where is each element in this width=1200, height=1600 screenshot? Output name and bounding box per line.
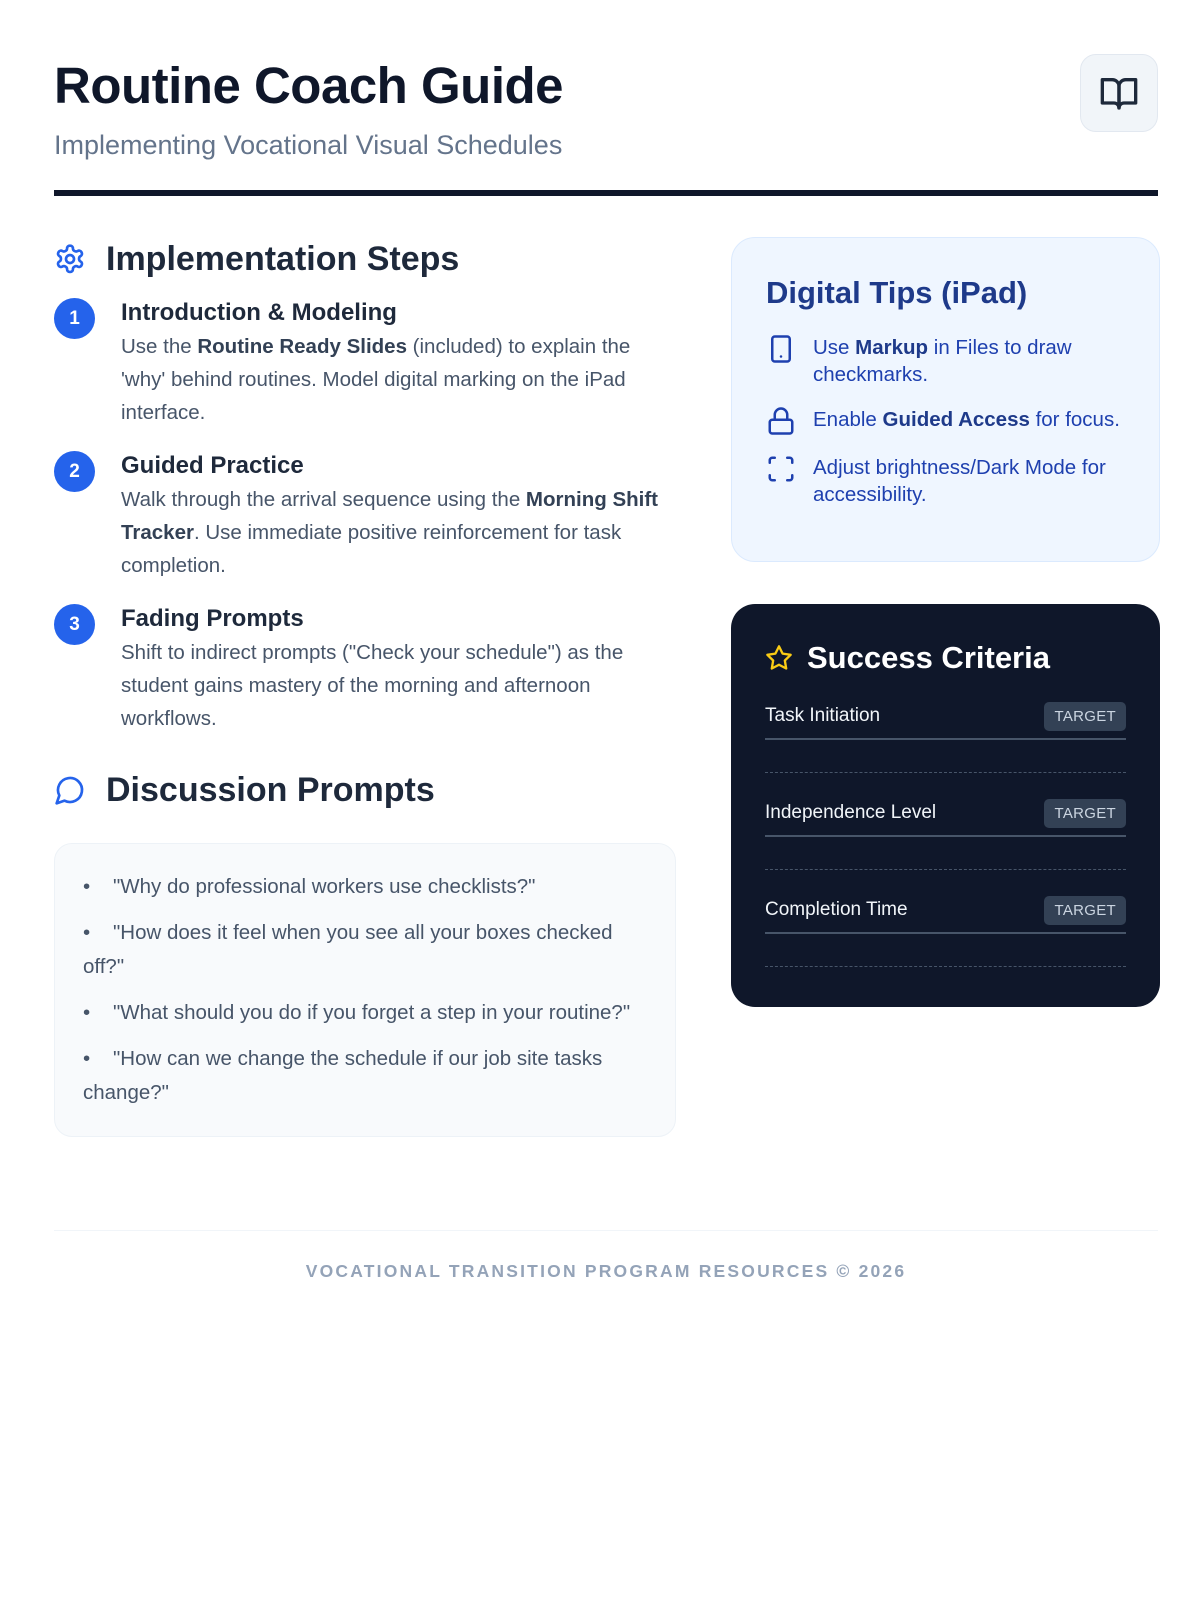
step-number-badge: 3 (54, 604, 95, 645)
criteria-title: Success Criteria (807, 640, 1050, 675)
step-number-badge: 1 (54, 298, 95, 339)
list-item: • "How can we change the schedule if our job site tasks change?" (83, 1042, 647, 1110)
step-description: Walk through the arrival sequence using the Morning Shift Tracker. Use immediate positive reinforcement for task completion. (121, 488, 659, 577)
steps-list (54, 298, 676, 735)
step-item (54, 451, 676, 582)
tablet-icon (766, 334, 796, 364)
tip-item (766, 454, 1125, 508)
criteria-label: Task Initiation (765, 705, 881, 726)
success-criteria-card (731, 604, 1160, 1007)
step-description: Use the Routine Ready Slides (included) to explain the 'why' behind routines. Model digital marking on the iPad interface. (121, 335, 631, 424)
left-column (54, 232, 676, 1137)
discussion-section (54, 763, 676, 1137)
tip-text: Use Markup in Files to draw checkmarks. (813, 336, 1072, 386)
star-icon (765, 644, 793, 672)
discussion-heading (54, 763, 676, 817)
lock-icon (766, 406, 796, 436)
criteria-row (765, 698, 1126, 773)
page-title: Routine Coach Guide (54, 57, 564, 114)
book-open-icon (1099, 73, 1139, 113)
step-highlight: Morning Shift Tracker (121, 488, 659, 544)
gear-icon (54, 243, 86, 275)
dashed-divider (765, 966, 1126, 967)
target-badge: TARGET (1044, 896, 1126, 925)
list-item: • "Why do professional workers use checklists?" (83, 870, 647, 904)
list-item: • "How does it feel when you see all your boxes checked off?" (83, 916, 647, 984)
criteria-heading (765, 640, 1126, 676)
digital-tips-card (731, 237, 1160, 562)
bullet: • (83, 921, 91, 944)
prompt-list (83, 870, 647, 1110)
step-title: Fading Prompts (121, 605, 304, 632)
digital-tips-title: Digital Tips (iPad) (766, 275, 1028, 310)
page-footer (54, 1230, 1158, 1282)
step-item (54, 604, 676, 735)
list-item: • "What should you do if you forget a step in your routine?" (83, 996, 647, 1030)
tip-item (766, 334, 1125, 388)
criteria-label: Independence Level (765, 802, 937, 823)
criteria-label: Completion Time (765, 899, 908, 920)
step-description: Shift to indirect prompts ("Check your schedule") as the student gains mastery of the morning and afternoon workflows. (121, 641, 624, 730)
tip-item (766, 406, 1125, 436)
dashed-divider (765, 869, 1126, 870)
step-highlight: Routine Ready Slides (197, 335, 407, 358)
bullet: • (83, 1047, 91, 1070)
implementation-title: Implementation Steps (106, 239, 460, 278)
bullet: • (83, 875, 91, 898)
step-number-badge: 2 (54, 451, 95, 492)
criteria-row (765, 892, 1126, 967)
prompt-box (54, 843, 676, 1137)
footer-text: VOCATIONAL TRANSITION PROGRAM RESOURCES © 2026 (305, 1261, 907, 1281)
dashed-divider (765, 772, 1126, 773)
target-badge: TARGET (1044, 702, 1126, 731)
criteria-row (765, 795, 1126, 870)
chat-bubble-icon (54, 774, 86, 806)
implementation-heading (54, 232, 676, 286)
discussion-title: Discussion Prompts (106, 770, 435, 809)
target-badge: TARGET (1044, 799, 1126, 828)
step-title: Introduction & Modeling (121, 299, 397, 326)
tip-text: Adjust brightness/Dark Mode for accessibility. (813, 456, 1106, 506)
page-header (54, 54, 1158, 196)
step-title: Guided Practice (121, 452, 304, 479)
step-item (54, 298, 676, 429)
book-button[interactable] (1080, 54, 1158, 132)
page-subtitle: Implementing Vocational Visual Schedules (54, 130, 563, 160)
bullet: • (83, 1001, 91, 1024)
tip-text: Enable Guided Access for focus. (813, 408, 1120, 431)
scan-frame-icon (766, 454, 796, 484)
